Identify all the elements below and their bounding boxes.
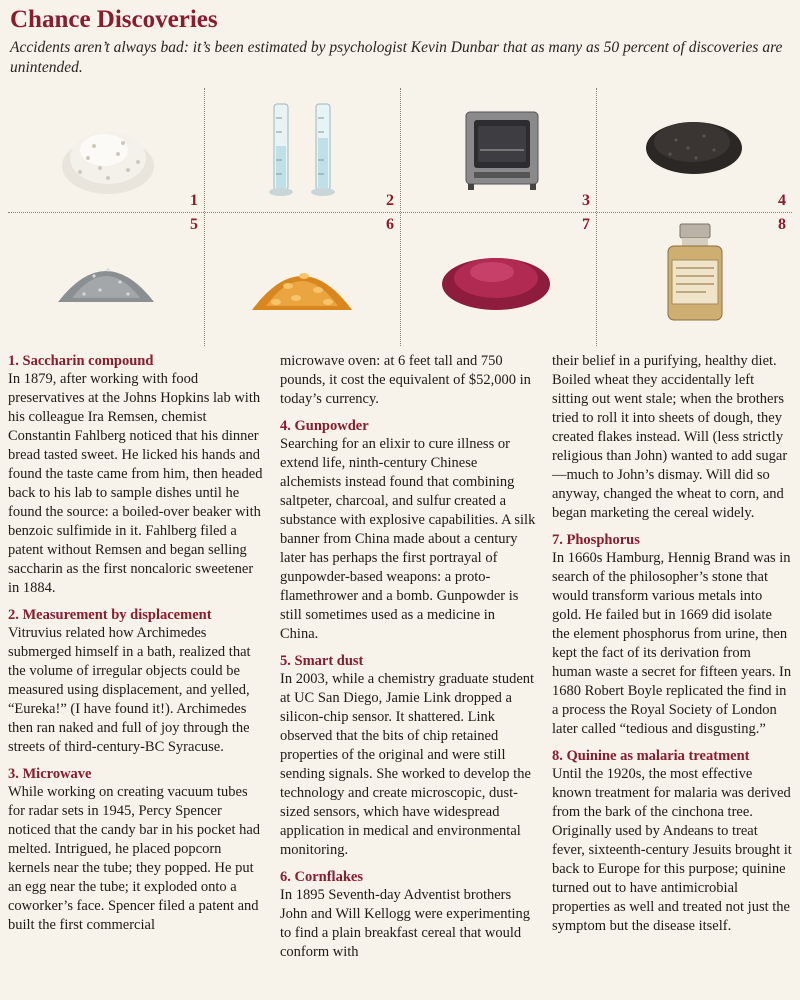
grid-cell-3 bbox=[400, 88, 596, 212]
entry-quinine bbox=[552, 747, 792, 936]
entry-text: In 1879, after working with food preservatives at the Johns Hopkins lab with his colleague Ira Remsen, chemist Constantin Fahlberg noticed that his dinner bread tasted sweet. He licked his hands and found the taste came from him, then headed back to his lab to sample dishes until he found the source: a boiled-over beaker with benzoic sulfimide in it. Fahlberg filed a patent without Remsen and began selling saccharin as the first noncaloric sweetener in 1884. bbox=[8, 371, 263, 596]
silicon-chips-pile-icon bbox=[8, 214, 204, 338]
text-column-2 bbox=[280, 352, 536, 992]
grid-cell-2 bbox=[204, 88, 400, 212]
graduated-cylinders-icon bbox=[204, 88, 400, 212]
microwave-oven-icon bbox=[400, 88, 596, 212]
grid-number-4: 4 bbox=[778, 192, 786, 209]
entry-text: In 1895 Seventh-day Adventist brothers John and Will Kellogg were experimenting to find a plain breakfast cereal that would conform with bbox=[280, 887, 531, 960]
text-column-3 bbox=[552, 352, 792, 992]
entry-text: Vitruvius related how Archimedes submerged himself in a bath, realized that the volume of irregular objects could be measured using displacement, and yelled, “Eureka!” (I have found it!). Archimedes then ran naked and full of joy through the streets of third-century-BC Syracuse. bbox=[8, 625, 251, 755]
grid-number-6: 6 bbox=[386, 216, 394, 233]
grid-cell-4 bbox=[596, 88, 792, 212]
entry-heading: 7. Phosphorus bbox=[552, 532, 640, 548]
entry-heading: 1. Saccharin compound bbox=[8, 353, 154, 369]
grid-cell-6 bbox=[204, 214, 400, 338]
phosphorus-powder-icon bbox=[400, 214, 596, 338]
entry-text: While working on creating vacuum tubes for radar sets in 1945, Percy Spencer noticed that the candy bar in his pocket had melted. Intrigued, he placed popcorn kernels near the tube; they popped. He put an egg near the tube; it exploded onto a coworker’s face. Spencer filed a patent and built the first commercial bbox=[8, 784, 261, 933]
page-title: Chance Discoveries bbox=[10, 6, 218, 33]
entry-text: In 2003, while a chemistry graduate student at UC San Diego, Jamie Link dropped a silicon-chip sensor. It shattered. Link observed that the bits of chip retained properties of the original and were still sending signals. She worked to develop the technology and create microscopic, dust-sized sensors, which have widespread application in medical and environmental monitoring. bbox=[280, 671, 535, 858]
saccharin-pile-icon bbox=[8, 88, 204, 212]
grid-number-3: 3 bbox=[582, 192, 590, 209]
text-column-1 bbox=[8, 352, 264, 992]
cornflakes-pile-icon bbox=[204, 214, 400, 338]
quinine-bottle-icon bbox=[596, 214, 792, 338]
grid-cell-8 bbox=[596, 214, 792, 338]
grid-number-7: 7 bbox=[582, 216, 590, 233]
entry-heading: 3. Microwave bbox=[8, 766, 92, 782]
entry-heading: 2. Measurement by displacement bbox=[8, 607, 212, 623]
entry-microwave bbox=[8, 765, 264, 935]
article-body bbox=[8, 352, 792, 992]
entry-text: Searching for an elixir to cure illness or extend life, ninth-century Chinese alchemists instead found that combining saltpeter, charcoal, and sulfur created a substance with explosive capabilities. A silk banner from China made about a century later has perhaps the first portrayal of gunpowder-based weapons: a proto-flamethrower and a bomb. Gunpowder is still sometimes used as a medicine in China. bbox=[280, 436, 536, 642]
entry-smart-dust bbox=[280, 652, 536, 860]
gunpowder-pile-icon bbox=[596, 88, 792, 212]
grid-cell-5 bbox=[8, 214, 204, 338]
illustration-grid bbox=[8, 88, 792, 346]
entry-displacement bbox=[8, 606, 264, 757]
entry-cornflakes-continued bbox=[552, 352, 792, 523]
grid-number-8: 8 bbox=[778, 216, 786, 233]
entry-saccharin bbox=[8, 352, 264, 598]
entry-text: microwave oven: at 6 feet tall and 750 pounds, it cost the equivalent of $52,000 in today’s currency. bbox=[280, 353, 531, 407]
grid-number-1: 1 bbox=[190, 192, 198, 209]
page-subtitle: Accidents aren’t always bad: it’s been estimated by psychologist Kevin Dunbar that as many as 50 percent of discoveries are unintended. bbox=[10, 39, 783, 76]
entry-cornflakes bbox=[280, 868, 536, 962]
grid-cell-1 bbox=[8, 88, 204, 212]
entry-text: In 1660s Hamburg, Hennig Brand was in search of the philosopher’s stone that would transform various metals into gold. He failed but in 1669 did isolate the element phosphorus from urine, then kept the fact of its derivation from human waste a secret for fifteen years. In 1680 Robert Boyle replicated the find in a process the Royal Society of London later called “tedious and disgusting.” bbox=[552, 550, 792, 737]
entry-text: Until the 1920s, the most effective known treatment for malaria was derived from the bark of the cinchona tree. Originally used by Andeans to treat fever, sixteenth-century Jesuits brought it back to Europe for this purpose; quinine turned out to have antimicrobial properties as well and treated not just the symptom but the disease itself. bbox=[552, 766, 792, 934]
grid-number-2: 2 bbox=[386, 192, 394, 209]
grid-number-5: 5 bbox=[190, 216, 198, 233]
entry-gunpowder bbox=[280, 417, 536, 644]
grid-cell-7 bbox=[400, 214, 596, 338]
entry-heading: 6. Cornflakes bbox=[280, 869, 363, 885]
entry-heading: 4. Gunpowder bbox=[280, 418, 369, 434]
entry-text: their belief in a purifying, healthy diet. Boiled wheat they accidentally left sitting out went stale; when the brothers tried to roll it into sheets of dough, they created flakes instead. Will (less strictly religious than John) wanted to add sugar—much to John’s dismay. Will did so anyway, changed the wheat to corn, and began marketing the cereal widely. bbox=[552, 353, 788, 521]
entry-microwave-continued bbox=[280, 352, 536, 409]
entry-heading: 5. Smart dust bbox=[280, 653, 364, 669]
entry-phosphorus bbox=[552, 531, 792, 739]
entry-heading: 8. Quinine as malaria treatment bbox=[552, 748, 750, 764]
